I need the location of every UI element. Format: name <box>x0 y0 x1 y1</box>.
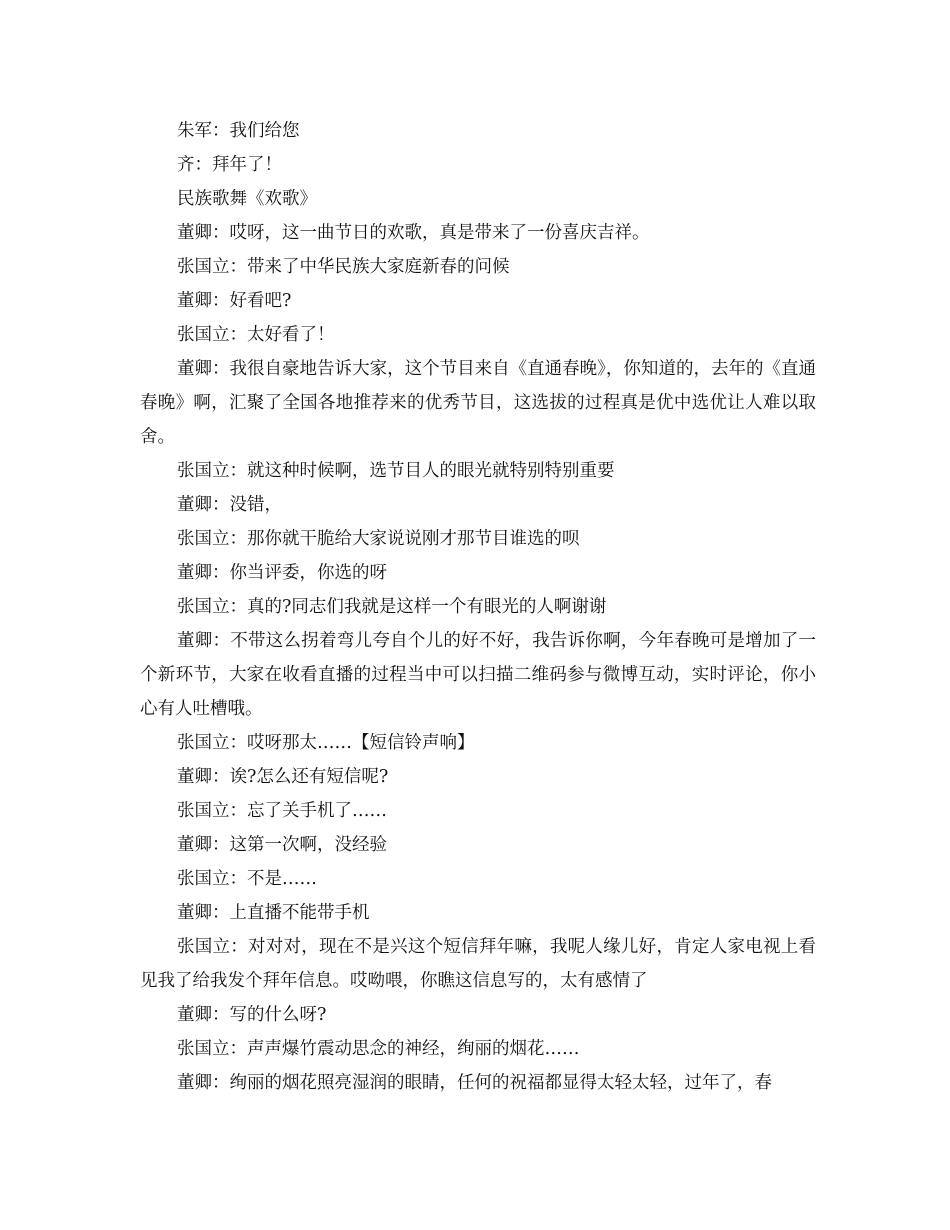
paragraph: 张国立：哎呀那太……【短信铃声响】 <box>177 733 475 753</box>
paragraph: 民族歌舞《欢歌》 <box>177 189 317 209</box>
paragraph: 朱军：我们给您 <box>177 121 300 141</box>
paragraph: 张国立：真的?同志们我就是这样一个有眼光的人啊谢谢 <box>177 597 607 617</box>
paragraph: 董卿：诶?怎么还有短信呢? <box>177 767 389 787</box>
paragraph: 张国立：不是…… <box>177 869 317 889</box>
paragraph: 董卿：绚丽的烟花照亮湿润的眼睛，任何的祝福都显得太轻太轻，过年了，春 <box>177 1073 772 1093</box>
paragraph: 董卿：好看吧? <box>177 291 292 311</box>
paragraph: 张国立：就这种时候啊，选节目人的眼光就特别特别重要 <box>177 461 615 481</box>
paragraph: 张国立：那你就干脆给大家说说刚才那节目谁选的呗 <box>177 529 580 549</box>
paragraph: 董卿：我很自豪地告诉大家，这个节目来自《直通春晚》，你知道的，去年的《直通春晚》啊，汇聚了全国各地推荐来的优秀节目，这选拔的过程真是优中选优让人难以取舍。 <box>140 359 816 447</box>
paragraph: 张国立：对对对，现在不是兴这个短信拜年嘛，我呢人缘儿好，肯定人家电视上看见我了给我发个拜年信息。哎呦喂，你瞧这信息写的，太有感情了 <box>140 937 816 991</box>
paragraph: 张国立：忘了关手机了…… <box>177 801 387 821</box>
paragraph: 张国立：带来了中华民族大家庭新春的问候 <box>177 257 510 277</box>
paragraph: 董卿：上直播不能带手机 <box>177 903 370 923</box>
document-body <box>140 114 816 1100</box>
paragraph: 董卿：哎呀，这一曲节日的欢歌，真是带来了一份喜庆吉祥。 <box>177 223 650 243</box>
paragraph: 齐：拜年了！ <box>177 155 282 175</box>
paragraph: 张国立：声声爆竹震动思念的神经，绚丽的烟花…… <box>177 1039 580 1059</box>
paragraph: 董卿：不带这么拐着弯儿夸自个儿的好不好，我告诉你啊，今年春晚可是增加了一个新环节，大家在收看直播的过程当中可以扫描二维码参与微博互动，实时评论，你小心有人吐槽哦。 <box>140 631 816 719</box>
paragraph: 董卿：写的什么呀? <box>177 1005 327 1025</box>
paragraph: 董卿：没错， <box>177 495 282 515</box>
paragraph: 董卿：你当评委，你选的呀 <box>177 563 387 583</box>
paragraph: 张国立：太好看了！ <box>177 325 335 345</box>
paragraph: 董卿：这第一次啊，没经验 <box>177 835 387 855</box>
